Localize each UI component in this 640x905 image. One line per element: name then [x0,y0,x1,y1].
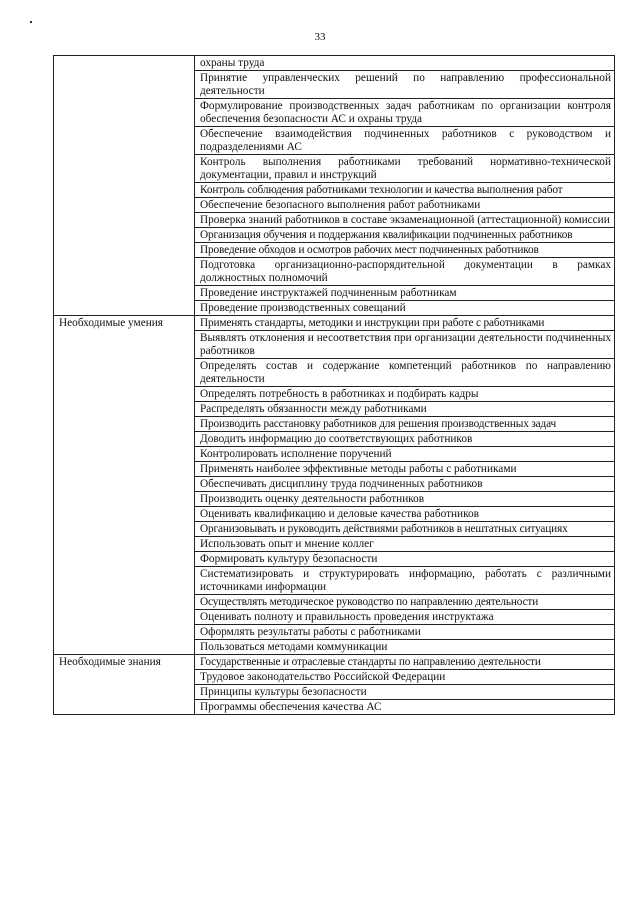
requirement-item: Производить оценку деятельности работников [195,492,615,507]
requirement-item: Государственные и отраслевые стандарты по направлению деятельности [195,655,615,670]
requirements-table [53,55,615,715]
requirement-item: Проверка знаний работников в составе экзаменационной (аттестационной) комиссии [195,213,615,228]
requirement-item: Принципы культуры безопасности [195,685,615,700]
requirement-item: Обеспечение безопасного выполнения работ работниками [195,198,615,213]
requirement-item: Программы обеспечения качества АС [195,700,615,715]
requirement-item: Систематизировать и структурировать информацию, работать с различными источниками информации [195,567,615,595]
requirement-item: охраны труда [195,56,615,71]
requirement-item: Подготовка организационно-распорядительной документации в рамках должностных полномочий [195,258,615,286]
requirement-item: Распределять обязанности между работниками [195,402,615,417]
requirement-item: Организация обучения и поддержания квалификации подчиненных работников [195,228,615,243]
requirement-item: Осуществлять методическое руководство по направлению деятельности [195,595,615,610]
requirement-item: Применять наиболее эффективные методы работы с работниками [195,462,615,477]
requirement-item: Определять состав и содержание компетенций работников по направлению деятельности [195,359,615,387]
requirement-item: Оценивать полноту и правильность проведения инструктажа [195,610,615,625]
section-label: Необходимые умения [54,316,195,655]
requirement-item: Обеспечение взаимодействия подчиненных работников с руководством и подразделениями АС [195,127,615,155]
requirement-item: Обеспечивать дисциплину труда подчиненных работников [195,477,615,492]
requirement-item: Трудовое законодательство Российской Федерации [195,670,615,685]
section-label: Необходимые знания [54,655,195,715]
requirement-item: Использовать опыт и мнение коллег [195,537,615,552]
requirement-item: Формировать культуру безопасности [195,552,615,567]
scan-speck [30,21,32,23]
table-row [54,56,615,71]
requirement-item: Организовывать и руководить действиями работников в нештатных ситуациях [195,522,615,537]
requirement-item: Применять стандарты, методики и инструкции при работе с работниками [195,316,615,331]
page-number: 33 [314,31,326,43]
requirement-item: Формулирование производственных задач работникам по организации контроля обеспечения безопасности АС и охраны труда [195,99,615,127]
requirement-item: Контроль соблюдения работниками технологии и качества выполнения работ [195,183,615,198]
table-row [54,655,615,670]
requirement-item: Проведение обходов и осмотров рабочих мест подчиненных работников [195,243,615,258]
table-row [54,316,615,331]
requirement-item: Определять потребность в работниках и подбирать кадры [195,387,615,402]
requirement-item: Оценивать квалификацию и деловые качества работников [195,507,615,522]
requirement-item: Выявлять отклонения и несоответствия при организации деятельности подчиненных работников [195,331,615,359]
requirement-item: Контролировать исполнение поручений [195,447,615,462]
requirement-item: Принятие управленческих решений по направлению профессиональной деятельности [195,71,615,99]
requirement-item: Контроль выполнения работниками требований нормативно-технической документации, правил и инструкций [195,155,615,183]
requirements-table-body [54,56,615,715]
requirement-item: Проведение производственных совещаний [195,301,615,316]
requirement-item: Пользоваться методами коммуникации [195,640,615,655]
requirement-item: Проведение инструктажей подчиненным работникам [195,286,615,301]
requirement-item: Оформлять результаты работы с работниками [195,625,615,640]
requirement-item: Производить расстановку работников для решения производственных задач [195,417,615,432]
requirement-item: Доводить информацию до соответствующих работников [195,432,615,447]
section-label [54,56,195,316]
